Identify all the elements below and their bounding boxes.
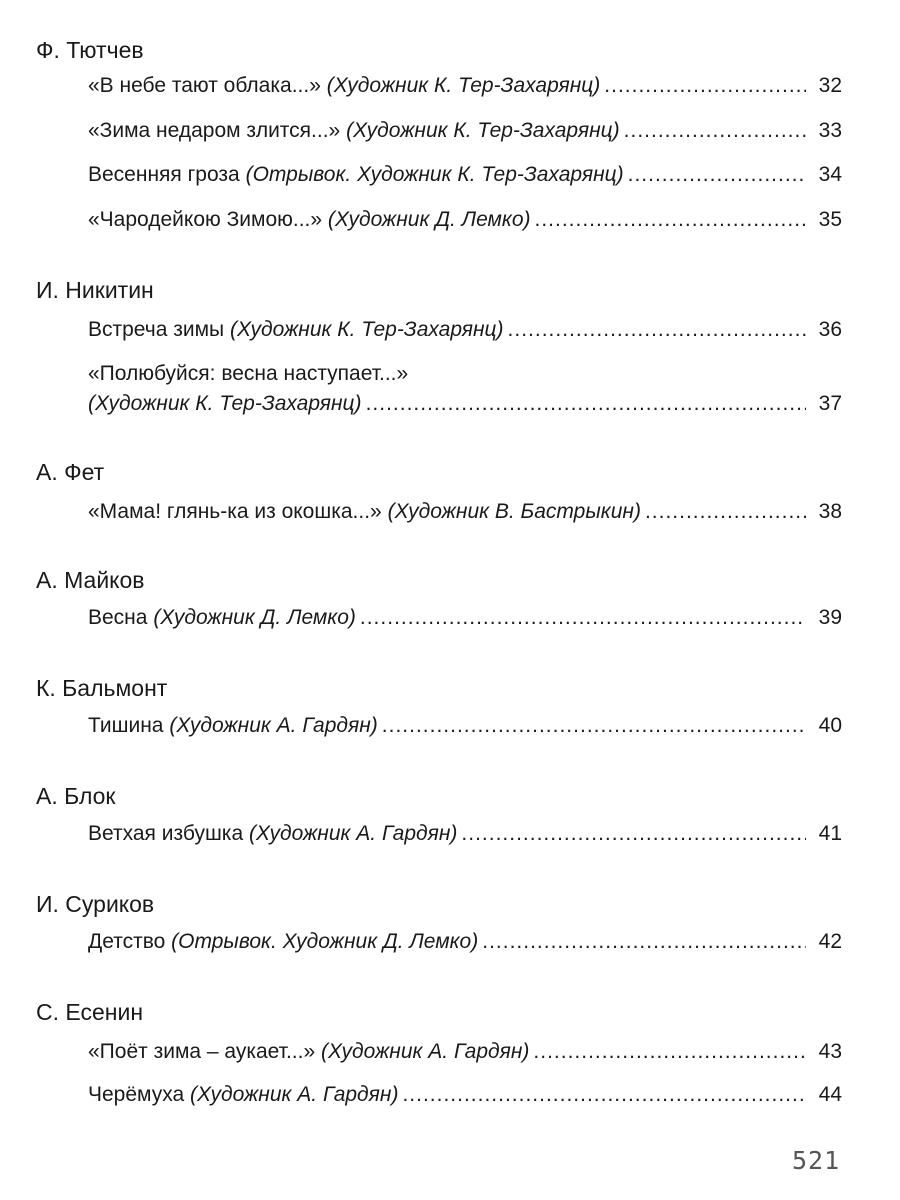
page-number: 40 — [818, 714, 842, 737]
dot-leader — [508, 316, 806, 344]
page-number: 44 — [818, 1083, 842, 1106]
dot-leader — [535, 206, 807, 234]
toc-entry[interactable] — [88, 928, 842, 956]
author-heading: Ф. Тютчев — [36, 37, 144, 63]
dot-leader — [628, 161, 806, 189]
entry-note: (Отрывок. Художник К. Тер-Захарянц) — [245, 163, 624, 186]
entry-note: (Художник А. Гардян) — [248, 822, 458, 845]
toc-entry[interactable] — [88, 206, 842, 234]
toc-entry[interactable] — [88, 117, 842, 145]
author-heading: И. Никитин — [36, 277, 154, 303]
page-number: 38 — [818, 500, 842, 523]
dot-leader — [382, 712, 806, 740]
author-heading: К. Бальмонт — [36, 675, 168, 701]
entry-title: «Чародейкою Зимою...» — [88, 208, 323, 231]
entry-title: Весенняя гроза — [88, 163, 240, 186]
entry-title: Черёмуха — [88, 1083, 185, 1106]
dot-leader — [366, 390, 806, 418]
entry-title: «В небе тают облака...» — [88, 74, 321, 97]
entry-note: (Отрывок. Художник Д. Лемко) — [171, 930, 479, 953]
toc-entry[interactable] — [88, 712, 842, 740]
entry-note: (Художник К. Тер-Захарянц) — [229, 318, 504, 341]
author-heading: А. Блок — [36, 783, 116, 809]
page-number: 37 — [818, 392, 842, 415]
entry-title: Детство — [88, 930, 166, 953]
page-number: 34 — [818, 163, 842, 186]
entry-title: Весна — [88, 606, 148, 629]
toc-entry[interactable] — [88, 604, 842, 632]
entry-note: (Художник К. Тер-Захарянц) — [326, 74, 601, 97]
page-number: 43 — [818, 1040, 842, 1063]
page-number: 33 — [818, 119, 842, 142]
dot-leader — [461, 820, 806, 848]
entry-note: (Художник А. Гардян) — [190, 1083, 399, 1106]
toc-entry[interactable] — [88, 1081, 842, 1109]
toc-entry[interactable] — [88, 1038, 842, 1066]
entry-title: «Мама! глянь-ка из окошка...» — [88, 500, 382, 523]
page-folio: 521 — [792, 1146, 841, 1175]
author-heading: И. Суриков — [36, 891, 155, 917]
dot-leader — [402, 1081, 806, 1109]
toc-entry[interactable] — [88, 72, 842, 100]
toc-entry[interactable] — [88, 390, 842, 418]
toc-entry[interactable] — [88, 316, 842, 344]
entry-title: Тишина — [88, 714, 164, 737]
entry-title: «Зима недаром злится...» — [88, 119, 341, 142]
dot-leader — [533, 1038, 806, 1066]
toc-entry[interactable] — [88, 820, 842, 848]
toc-entry[interactable] — [88, 498, 842, 526]
entry-note: (Художник А. Гардян) — [320, 1040, 530, 1063]
page-number: 36 — [818, 318, 842, 341]
dot-leader — [482, 928, 806, 956]
author-heading: С. Есенин — [36, 999, 144, 1025]
page-number: 35 — [818, 208, 842, 231]
entry-title: Ветхая избушка — [88, 822, 244, 845]
toc-entry[interactable] — [88, 161, 842, 189]
dot-leader — [645, 498, 806, 526]
author-heading: А. Фет — [36, 459, 105, 485]
entry-note: (Художник К. Тер-Захарянц) — [88, 392, 362, 415]
dot-leader — [624, 117, 806, 145]
entry-note: (Художник А. Гардян) — [169, 714, 378, 737]
dot-leader — [360, 604, 806, 632]
entry-note: (Художник В. Бастрыкин) — [387, 500, 641, 523]
page-number: 32 — [818, 74, 842, 97]
dot-leader — [604, 72, 806, 100]
page-number: 39 — [818, 606, 842, 629]
entry-note: (Художник Д. Лемко) — [327, 208, 531, 231]
entry-note: (Художник Д. Лемко) — [153, 606, 356, 629]
entry-note: (Художник К. Тер-Захарянц) — [346, 119, 620, 142]
page-number: 42 — [818, 930, 842, 953]
entry-title: «Поёт зима – аукает...» — [88, 1040, 316, 1063]
entry-title: «Полюбуйся: весна наступает...» — [88, 362, 409, 385]
author-heading: А. Майков — [36, 567, 145, 593]
entry-title: Встреча зимы — [88, 318, 225, 341]
page-number: 41 — [818, 822, 842, 845]
